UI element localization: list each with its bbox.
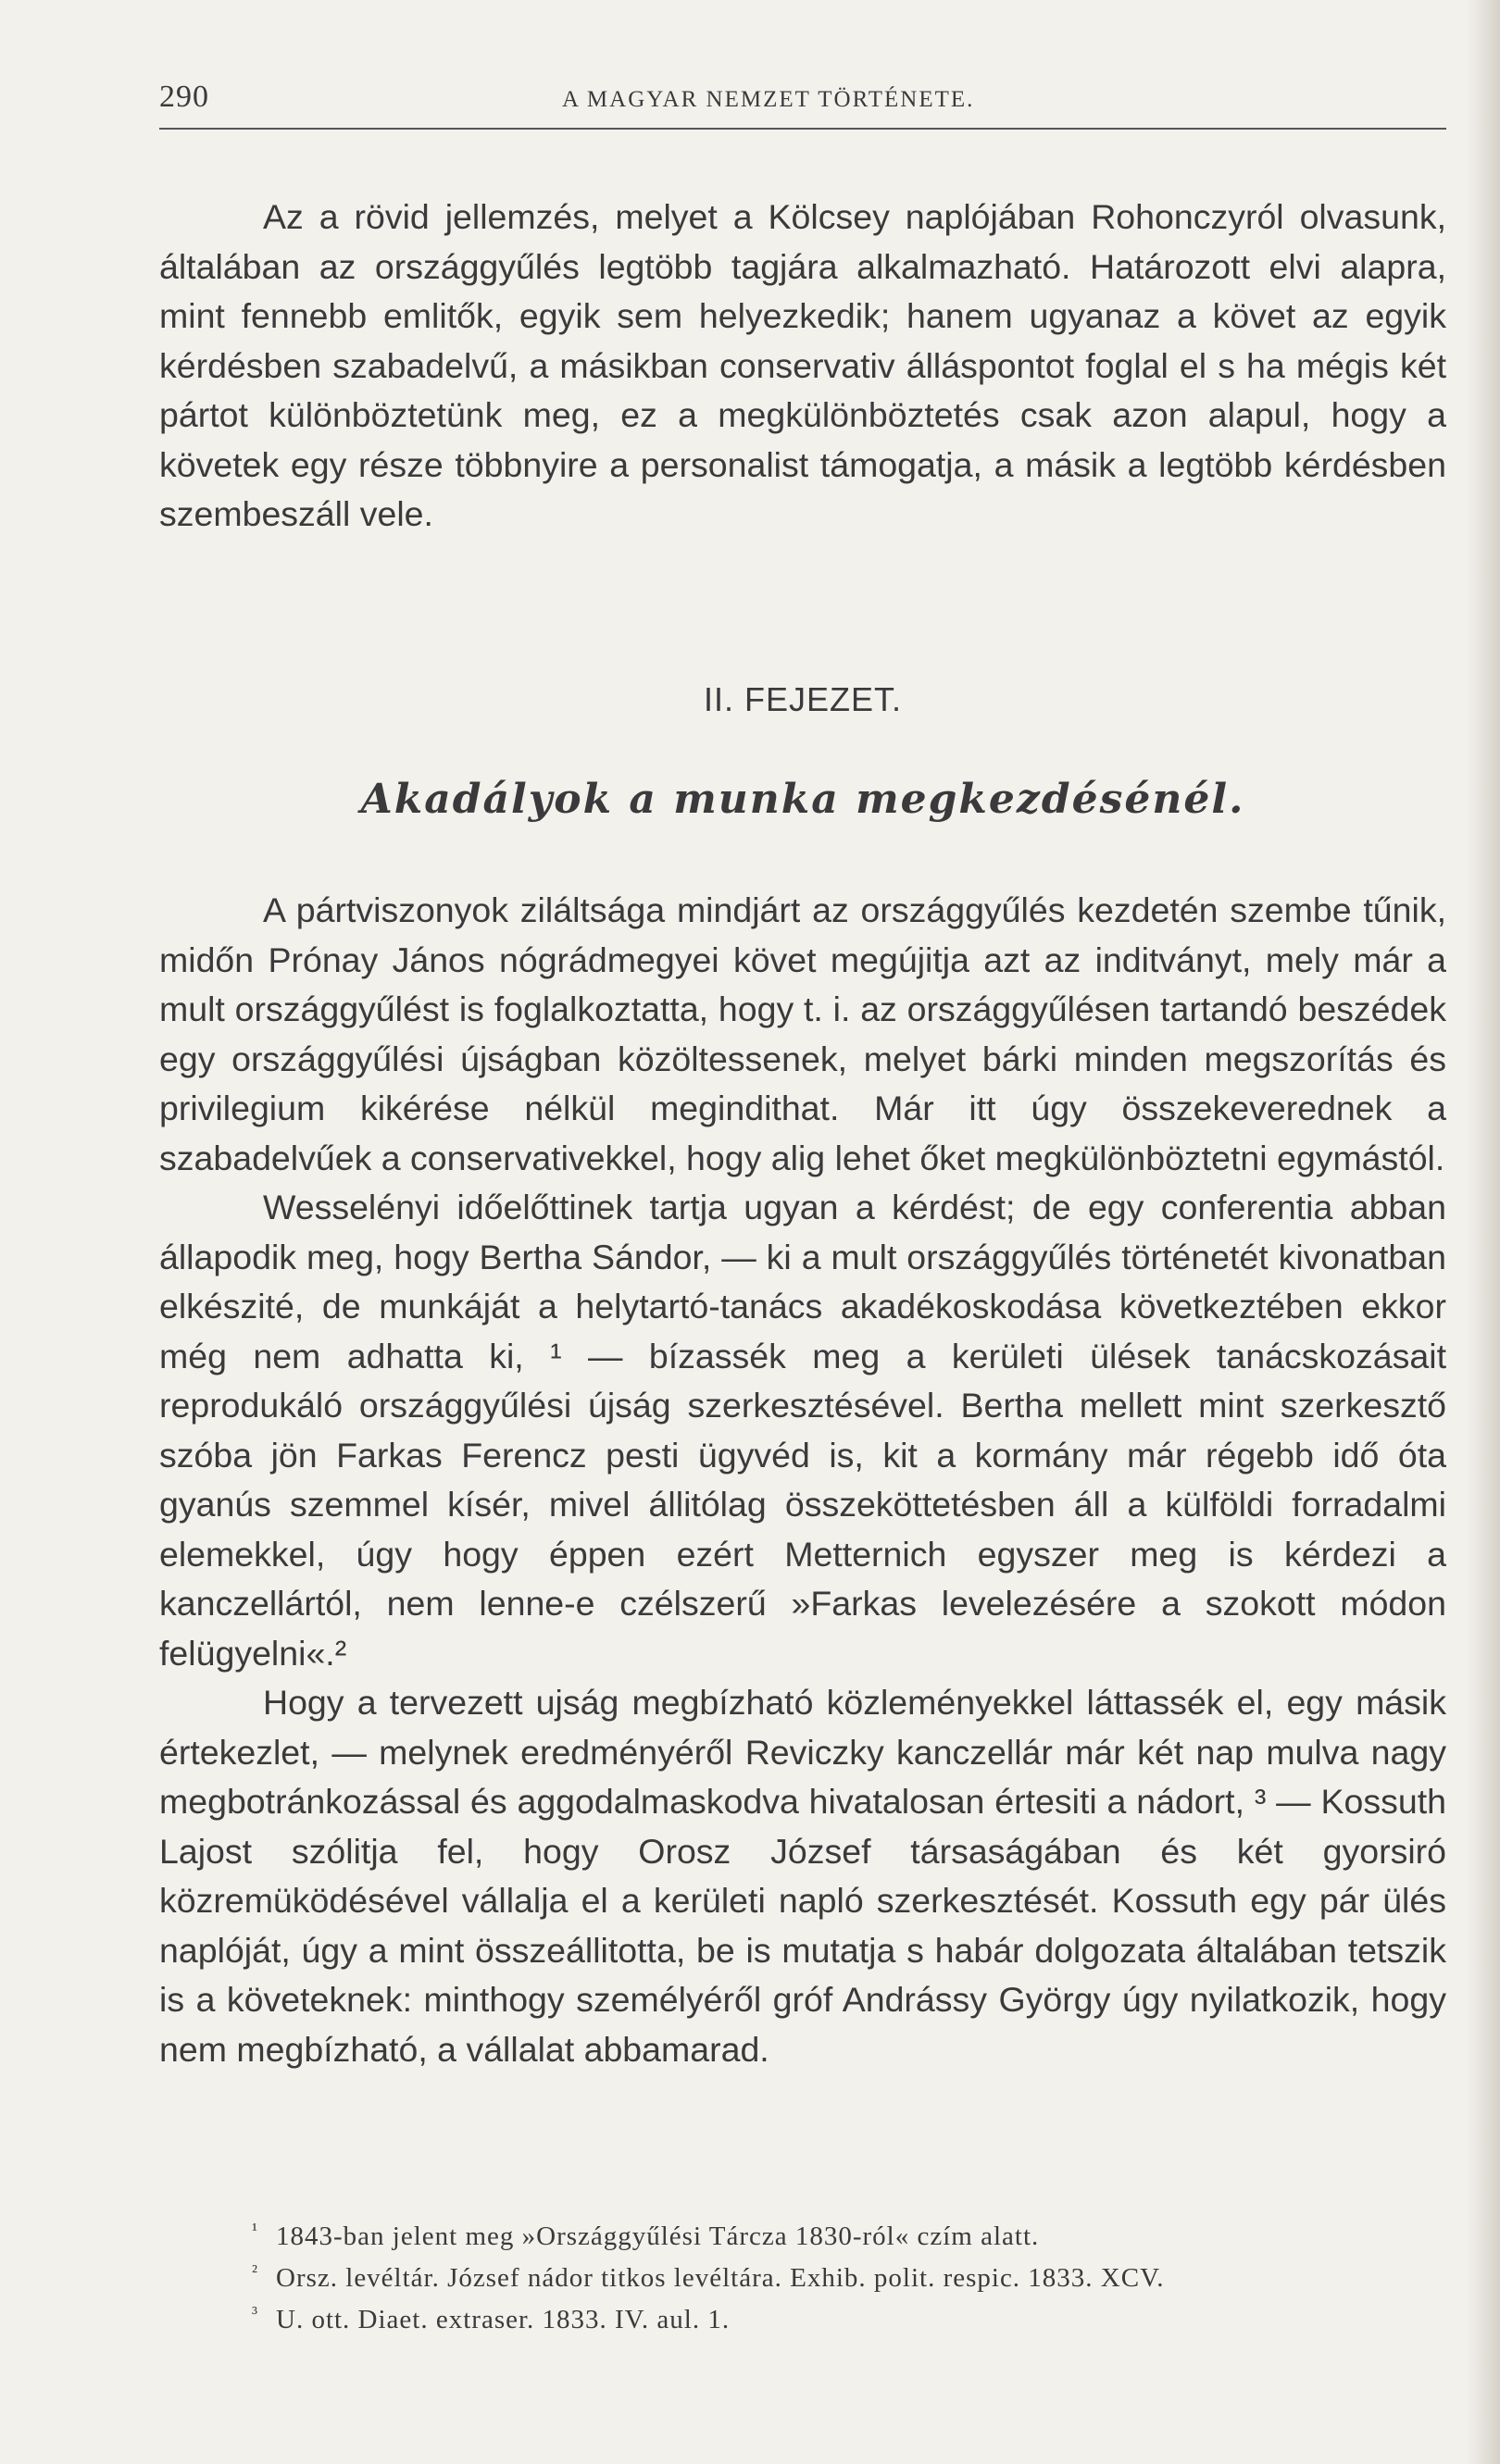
footnote-text: Orsz. levéltár. József nádor titkos levéltára. Exhib. polit. respic. 1833. XCV. [276, 2263, 1165, 2293]
intro-paragraph: Az a rövid jellemzés, melyet a Kölcsey naplójában Rohonczyról olvasunk, általában az országgyűlés legtöbb tagjára alkalmazható. Határozott elvi alapra, mint fennebb emlitők, egyik sem helyezkedik; hanem ugyanaz a követ az egyik kérdésben szabadelvű, a másikban conservativ álláspontot foglal el s ha mégis két pártot különböztetünk meg, ez a megkülönböztetés csak azon alapul, hogy a követek egy része többnyire a personalist támogatja, a másik a legtöbb kérdésben szembeszáll vele. [159, 197, 1446, 533]
page-header [159, 80, 1446, 117]
intro-paragraph-block [159, 193, 1446, 540]
footnote-mark: ² [252, 2261, 258, 2282]
footnote-mark: ³ [252, 2303, 258, 2323]
running-title: A MAGYAR NEMZET TÖRTÉNETE. [562, 87, 975, 112]
footnote-text: 1843-ban jelent meg »Országgyűlési Tárcza 1830-ról« czím alatt. [276, 2221, 1040, 2251]
footnotes [252, 2217, 1419, 2342]
footnote-text: U. ott. Diaet. extraser. 1833. IV. aul. 1. [276, 2305, 731, 2334]
footnote [252, 2300, 1419, 2342]
paragraph: Wesselényi időelőttinek tartja ugyan a kérdést; de egy conferentia abban állapodik meg, hogy Bertha Sándor, — ki a mult országgyűlés történetét kivonatban elkészité, de munkáját a helytartó-tanács akadékoskodása következtében ekkor még nem adhatta ki, ¹ — bízassék meg a kerületi ülések tanácskozásait reprodukáló országgyűlési újság szerkesztésével. Bertha mellett mint szerkesztő szóba jön Farkas Ferencz pesti ügyvéd is, kit a kormány már régebb idő óta gyanús szemmel kísér, mivel állitólag összeköttetésben áll a külföldi forradalmi elemekkel, úgy hogy éppen ezért Metternich egyszer meg is kérdezi a kanczellártól, nem lenne-e czélszerű »Farkas levelezésére a szokott módon felügyelni«.² [159, 1188, 1446, 1673]
page-number: 290 [159, 80, 209, 114]
paragraph: A pártviszonyok ziláltsága mindjárt az országgyűlés kezdetén szembe tűnik, midőn Prónay János nógrádmegyei követ megújitja azt az inditványt, mely már a mult országgyűlést is foglalkoztatta, hogy t. i. az országgyűlésen tartandó beszédek egy országgyűlési újságban közöltessenek, melyet bárki minden megszorítás és privilegium kikérése nélkül megindithat. Már itt úgy összekeverednek a szabadelvűek a conservativekkel, hogy alig lehet őket megkülönböztetni egymástól. [159, 890, 1446, 1177]
footnote [252, 2217, 1419, 2259]
footnote [252, 2259, 1419, 2300]
paragraph: Hogy a tervezett ujság megbízható közleményekkel láttassék el, egy másik értekezlet, — melynek eredményéről Reviczky kanczellár már két nap mulva nagy megbotránkozással és aggodalmaskodva hivatalosan értesiti a nádort, ³ — Kossuth Lajost szólitja fel, hogy Orosz József társaságában és két gyorsiró közremüködésével vállalja el a kerületi napló szerkesztését. Kossuth egy pár ülés naplóját, úgy a mint összeállitotta, be is mutatja s habár dolgozata általában tetszik is a követeknek: minthogy személyéről gróf Andrássy György úgy nyilatkozik, hogy nem megbízható, a vállalat abbamarad. [159, 1683, 1446, 2069]
footnote-mark: ¹ [252, 2220, 258, 2240]
chapter-number: II. FEJEZET. [703, 680, 903, 718]
header-rule [159, 128, 1446, 130]
page-edge-shadow [1467, 0, 1500, 2464]
chapter-title: Akadályok a munka megkezdésénél. [360, 776, 1245, 823]
chapter-body [159, 886, 1446, 2074]
